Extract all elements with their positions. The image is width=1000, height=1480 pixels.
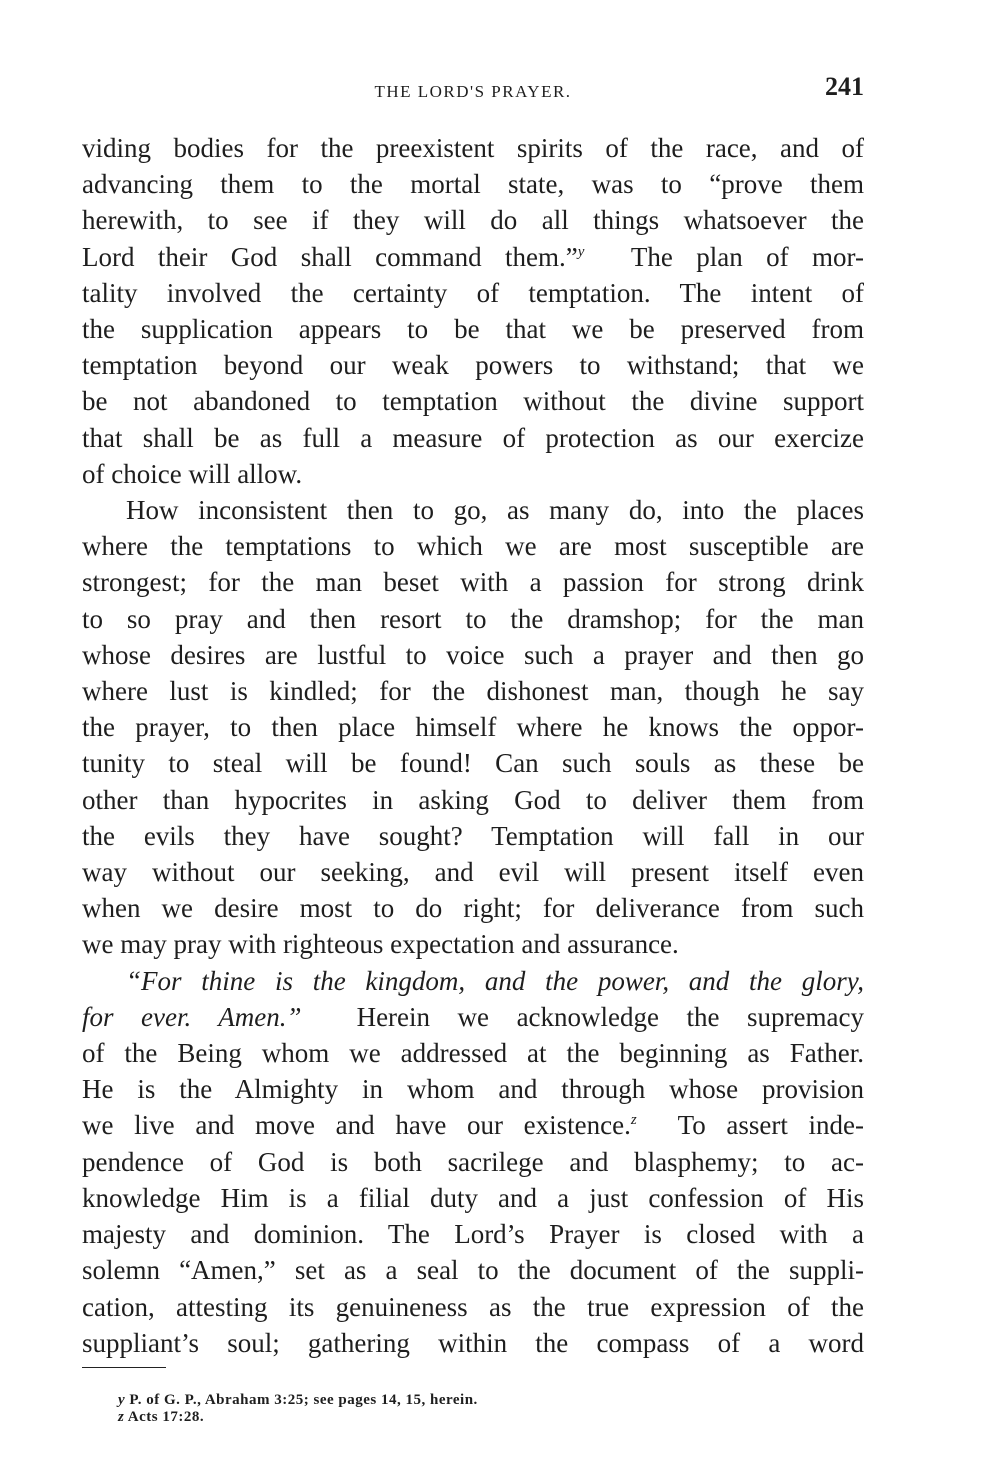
- text-line: whose desires are lustful to voice such a prayer and then go: [82, 639, 864, 670]
- text-line: that shall be as full a measure of protection as our exercize: [82, 422, 864, 453]
- text-line: How inconsistent then to go, as many do, into the places: [126, 495, 864, 526]
- footnote-mark: z: [118, 1409, 125, 1425]
- text-line: viding bodies for the preexistent spirits of the race, and of: [82, 133, 864, 163]
- text-line: pendence of God is both sacrilege and blasphemy; to ac-: [82, 1146, 864, 1177]
- text-line: herewith, to see if they will do all things whatsoever the: [82, 205, 864, 236]
- footnote-text: Acts 17:28.: [127, 1409, 205, 1425]
- text-line: we may pray with righteous expectation and assurance.: [82, 929, 679, 960]
- text-line: [82, 999, 864, 1035]
- text-line: tality involved the certainty of temptation. The intent of: [82, 277, 864, 308]
- footnotes: [118, 1392, 478, 1426]
- quoted-doxology-end: for ever. Amen.”: [82, 1001, 302, 1032]
- text-line: where lust is kindled; for the dishonest man, though he say: [82, 676, 864, 707]
- text-line: other than hypocrites in asking God to deliver them from: [82, 784, 864, 815]
- text-line: He is the Almighty in whom and through whose provision: [82, 1074, 864, 1105]
- text-line: the supplication appears to be that we be preserved from: [82, 314, 864, 345]
- text-line: the prayer, to then place himself where he knows the oppor-: [82, 712, 864, 743]
- text-line: suppliant’s soul; gathering within the compass of a word: [82, 1327, 864, 1358]
- footnote-ref-z: z: [630, 1112, 637, 1129]
- text-line: where the temptations to which we are most susceptible are: [82, 531, 864, 562]
- quoted-doxology: “For thine is the kingdom, and the power, and the glory,: [126, 965, 864, 996]
- text-line: strongest; for the man beset with a passion for strong drink: [82, 567, 864, 598]
- footnote-z: [118, 1409, 478, 1426]
- text-line: majesty and dominion. The Lord’s Prayer is closed with a: [82, 1219, 864, 1250]
- page-number: 241: [825, 72, 864, 101]
- text-segment: To assert inde-: [677, 1110, 865, 1141]
- text-line: cation, attesting its genuineness as the true expression of the: [82, 1291, 864, 1322]
- text-line: solemn “Amen,” set as a seal to the document of the suppli-: [82, 1255, 864, 1286]
- body-text: [82, 130, 864, 1361]
- running-head: [82, 70, 864, 110]
- text-line: of choice will allow.: [82, 458, 303, 489]
- text-segment: Herein we acknowledge the supremacy: [356, 1001, 864, 1032]
- text-line: to so pray and then resort to the dramshop; for the man: [82, 603, 864, 634]
- text-line: advancing them to the mortal state, was to “prove them: [82, 169, 864, 200]
- paragraph-1: [82, 130, 864, 492]
- text-line: be not abandoned to temptation without the divine support: [82, 386, 864, 417]
- text-segment: The plan of mor-: [630, 241, 864, 272]
- text-segment: we live and move and have our existence.: [82, 1110, 631, 1141]
- footnote-divider: [82, 1367, 166, 1368]
- text-line: knowledge Him is a filial duty and a just confession of His: [82, 1182, 864, 1213]
- text-line: [82, 1107, 864, 1143]
- text-line: tunity to steal will be found! Can such souls as these be: [82, 748, 864, 779]
- text-segment: Lord their God shall command them.”: [82, 241, 578, 272]
- footnote-text: P. of G. P., Abraham 3:25; see pages 14, 15, herein.: [129, 1392, 478, 1408]
- footnote-ref-y: y: [577, 243, 585, 260]
- text-line: the evils they have sought? Temptation will fall in our: [82, 820, 864, 851]
- paragraph-3: [82, 963, 864, 1361]
- text-line: when we desire most to do right; for deliverance from such: [82, 893, 864, 924]
- text-line: [82, 239, 864, 275]
- footnote-y: [118, 1392, 478, 1409]
- text-line: of the Being whom we addressed at the beginning as Father.: [82, 1038, 864, 1069]
- running-title: THE LORD'S PRAYER.: [374, 82, 572, 101]
- paragraph-2: [82, 492, 864, 963]
- text-line: way without our seeking, and evil will present itself even: [82, 857, 864, 888]
- text-line: temptation beyond our weak powers to withstand; that we: [82, 350, 864, 381]
- footnote-mark: y: [118, 1392, 126, 1408]
